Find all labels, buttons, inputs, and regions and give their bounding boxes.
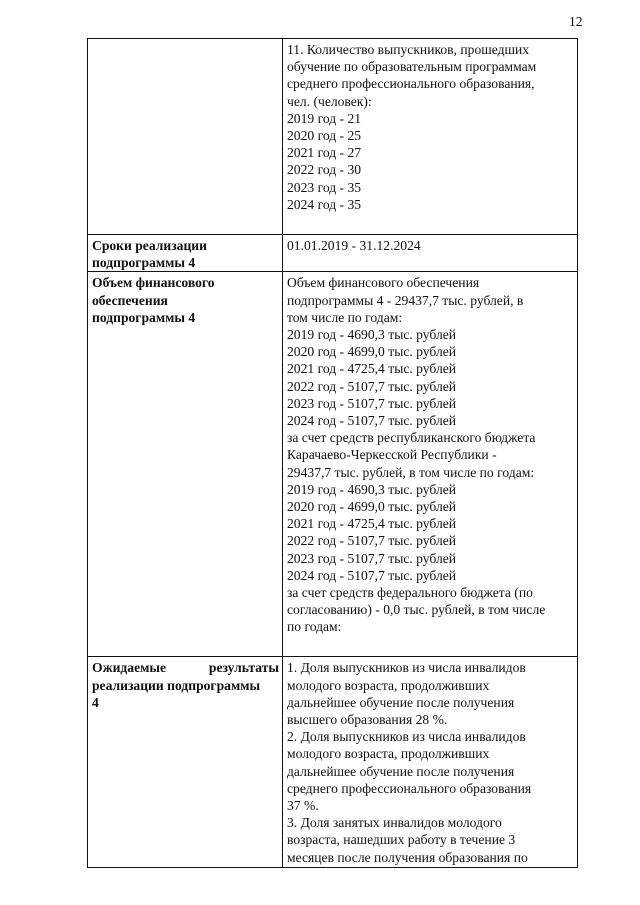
row-label bbox=[88, 235, 283, 272]
text-line: 1. Доля выпускников из числа инвалидов bbox=[287, 660, 526, 676]
text-line: за счет средств федерального бюджета (по bbox=[287, 585, 533, 601]
text-line: 2021 год - 4725,4 тыс. рублей bbox=[287, 516, 457, 532]
label-word: результаты bbox=[208, 660, 279, 676]
text-line: 11. Количество выпускников, прошедших bbox=[287, 42, 530, 57]
text-line: подпрограммы 4 - 29437,7 тыс. рублей, в bbox=[287, 292, 524, 308]
row-value bbox=[283, 272, 578, 657]
text-line: месяцев после получения образования по bbox=[287, 849, 528, 865]
row-label bbox=[88, 39, 283, 235]
page-number: 12 bbox=[569, 14, 583, 29]
text-line: высшего образования 28 %. bbox=[287, 712, 448, 728]
text-line: за счет средств республиканского бюджета bbox=[287, 430, 536, 446]
text-line: молодого возраста, продолживших bbox=[287, 746, 490, 762]
text-line: молодого возраста, продолживших bbox=[287, 677, 490, 693]
text-line: 2019 год - 4690,3 тыс. рублей bbox=[287, 481, 457, 497]
text-line: 29437,7 тыс. рублей, в том числе по годам: bbox=[287, 464, 535, 480]
label-line: обеспечения bbox=[92, 292, 168, 308]
text-line: обучение по образовательным программам bbox=[287, 59, 537, 75]
row-label bbox=[88, 657, 283, 868]
text-line: 2024 год - 5107,7 тыс. рублей bbox=[287, 567, 457, 583]
text-line: 2023 год - 35 bbox=[287, 179, 362, 195]
text-line: 2024 год - 35 bbox=[287, 196, 362, 212]
text-line: 2021 год - 27 bbox=[287, 145, 362, 161]
text-line: 2023 год - 5107,7 тыс. рублей bbox=[287, 550, 457, 566]
text-line: дальнейшее обучение после получения bbox=[287, 763, 515, 779]
label-line: 4 bbox=[92, 694, 99, 710]
text-line: 2022 год - 5107,7 тыс. рублей bbox=[287, 533, 457, 549]
table-row bbox=[88, 657, 578, 868]
text-line: 3. Доля занятых инвалидов молодого bbox=[287, 815, 502, 831]
table-row bbox=[88, 39, 578, 235]
text-line: Объем финансового обеспечения bbox=[287, 275, 480, 291]
row-value bbox=[283, 235, 578, 272]
text-line: 2024 год - 5107,7 тыс. рублей bbox=[287, 413, 457, 429]
text-line: чел. (человек): bbox=[287, 93, 372, 109]
text-line: Карачаево-Черкесской Республики - bbox=[287, 447, 497, 463]
label-line: Сроки реализации bbox=[92, 238, 207, 253]
text-line: 2019 год - 21 bbox=[287, 110, 362, 126]
text-line: 01.01.2019 - 31.12.2024 bbox=[287, 238, 421, 253]
row-value bbox=[283, 657, 578, 868]
text-line: 2020 год - 4699,0 тыс. рублей bbox=[287, 499, 457, 515]
text-line: 2019 год - 4690,3 тыс. рублей bbox=[287, 327, 457, 343]
table-row bbox=[88, 235, 578, 272]
label-line-justified bbox=[92, 659, 279, 676]
row-label bbox=[88, 272, 283, 657]
text-line: согласованию) - 0,0 тыс. рублей, в том числе bbox=[287, 602, 546, 618]
text-line: 2023 год - 5107,7 тыс. рублей bbox=[287, 395, 457, 411]
text-line: среднего профессионального образования bbox=[287, 780, 532, 796]
text-line: возраста, нашедших работу в течение 3 bbox=[287, 832, 516, 848]
text-line: среднего профессионального образования, bbox=[287, 76, 535, 92]
text-line: 2022 год - 30 bbox=[287, 162, 362, 178]
text-line: 2022 год - 5107,7 тыс. рублей bbox=[287, 378, 457, 394]
label-line: Объем финансового bbox=[92, 275, 215, 291]
subprogram-passport-table bbox=[87, 38, 578, 868]
text-line: том числе по годам: bbox=[287, 309, 403, 325]
text-line: по годам: bbox=[287, 619, 342, 635]
text-line: 2020 год - 25 bbox=[287, 128, 362, 144]
text-line: 37 %. bbox=[287, 798, 319, 814]
text-line: 2020 год - 4699,0 тыс. рублей bbox=[287, 344, 457, 360]
text-line: 2021 год - 4725,4 тыс. рублей bbox=[287, 361, 457, 377]
table-row bbox=[88, 272, 578, 657]
label-line: подпрограммы 4 bbox=[92, 255, 196, 271]
label-line: подпрограммы 4 bbox=[92, 309, 196, 325]
label-line: реализации подпрограммы bbox=[92, 677, 261, 693]
text-line: 2. Доля выпускников из числа инвалидов bbox=[287, 729, 526, 745]
row-value bbox=[283, 39, 578, 235]
label-word: Ожидаемые bbox=[92, 660, 167, 676]
text-line: дальнейшее обучение после получения bbox=[287, 694, 515, 710]
